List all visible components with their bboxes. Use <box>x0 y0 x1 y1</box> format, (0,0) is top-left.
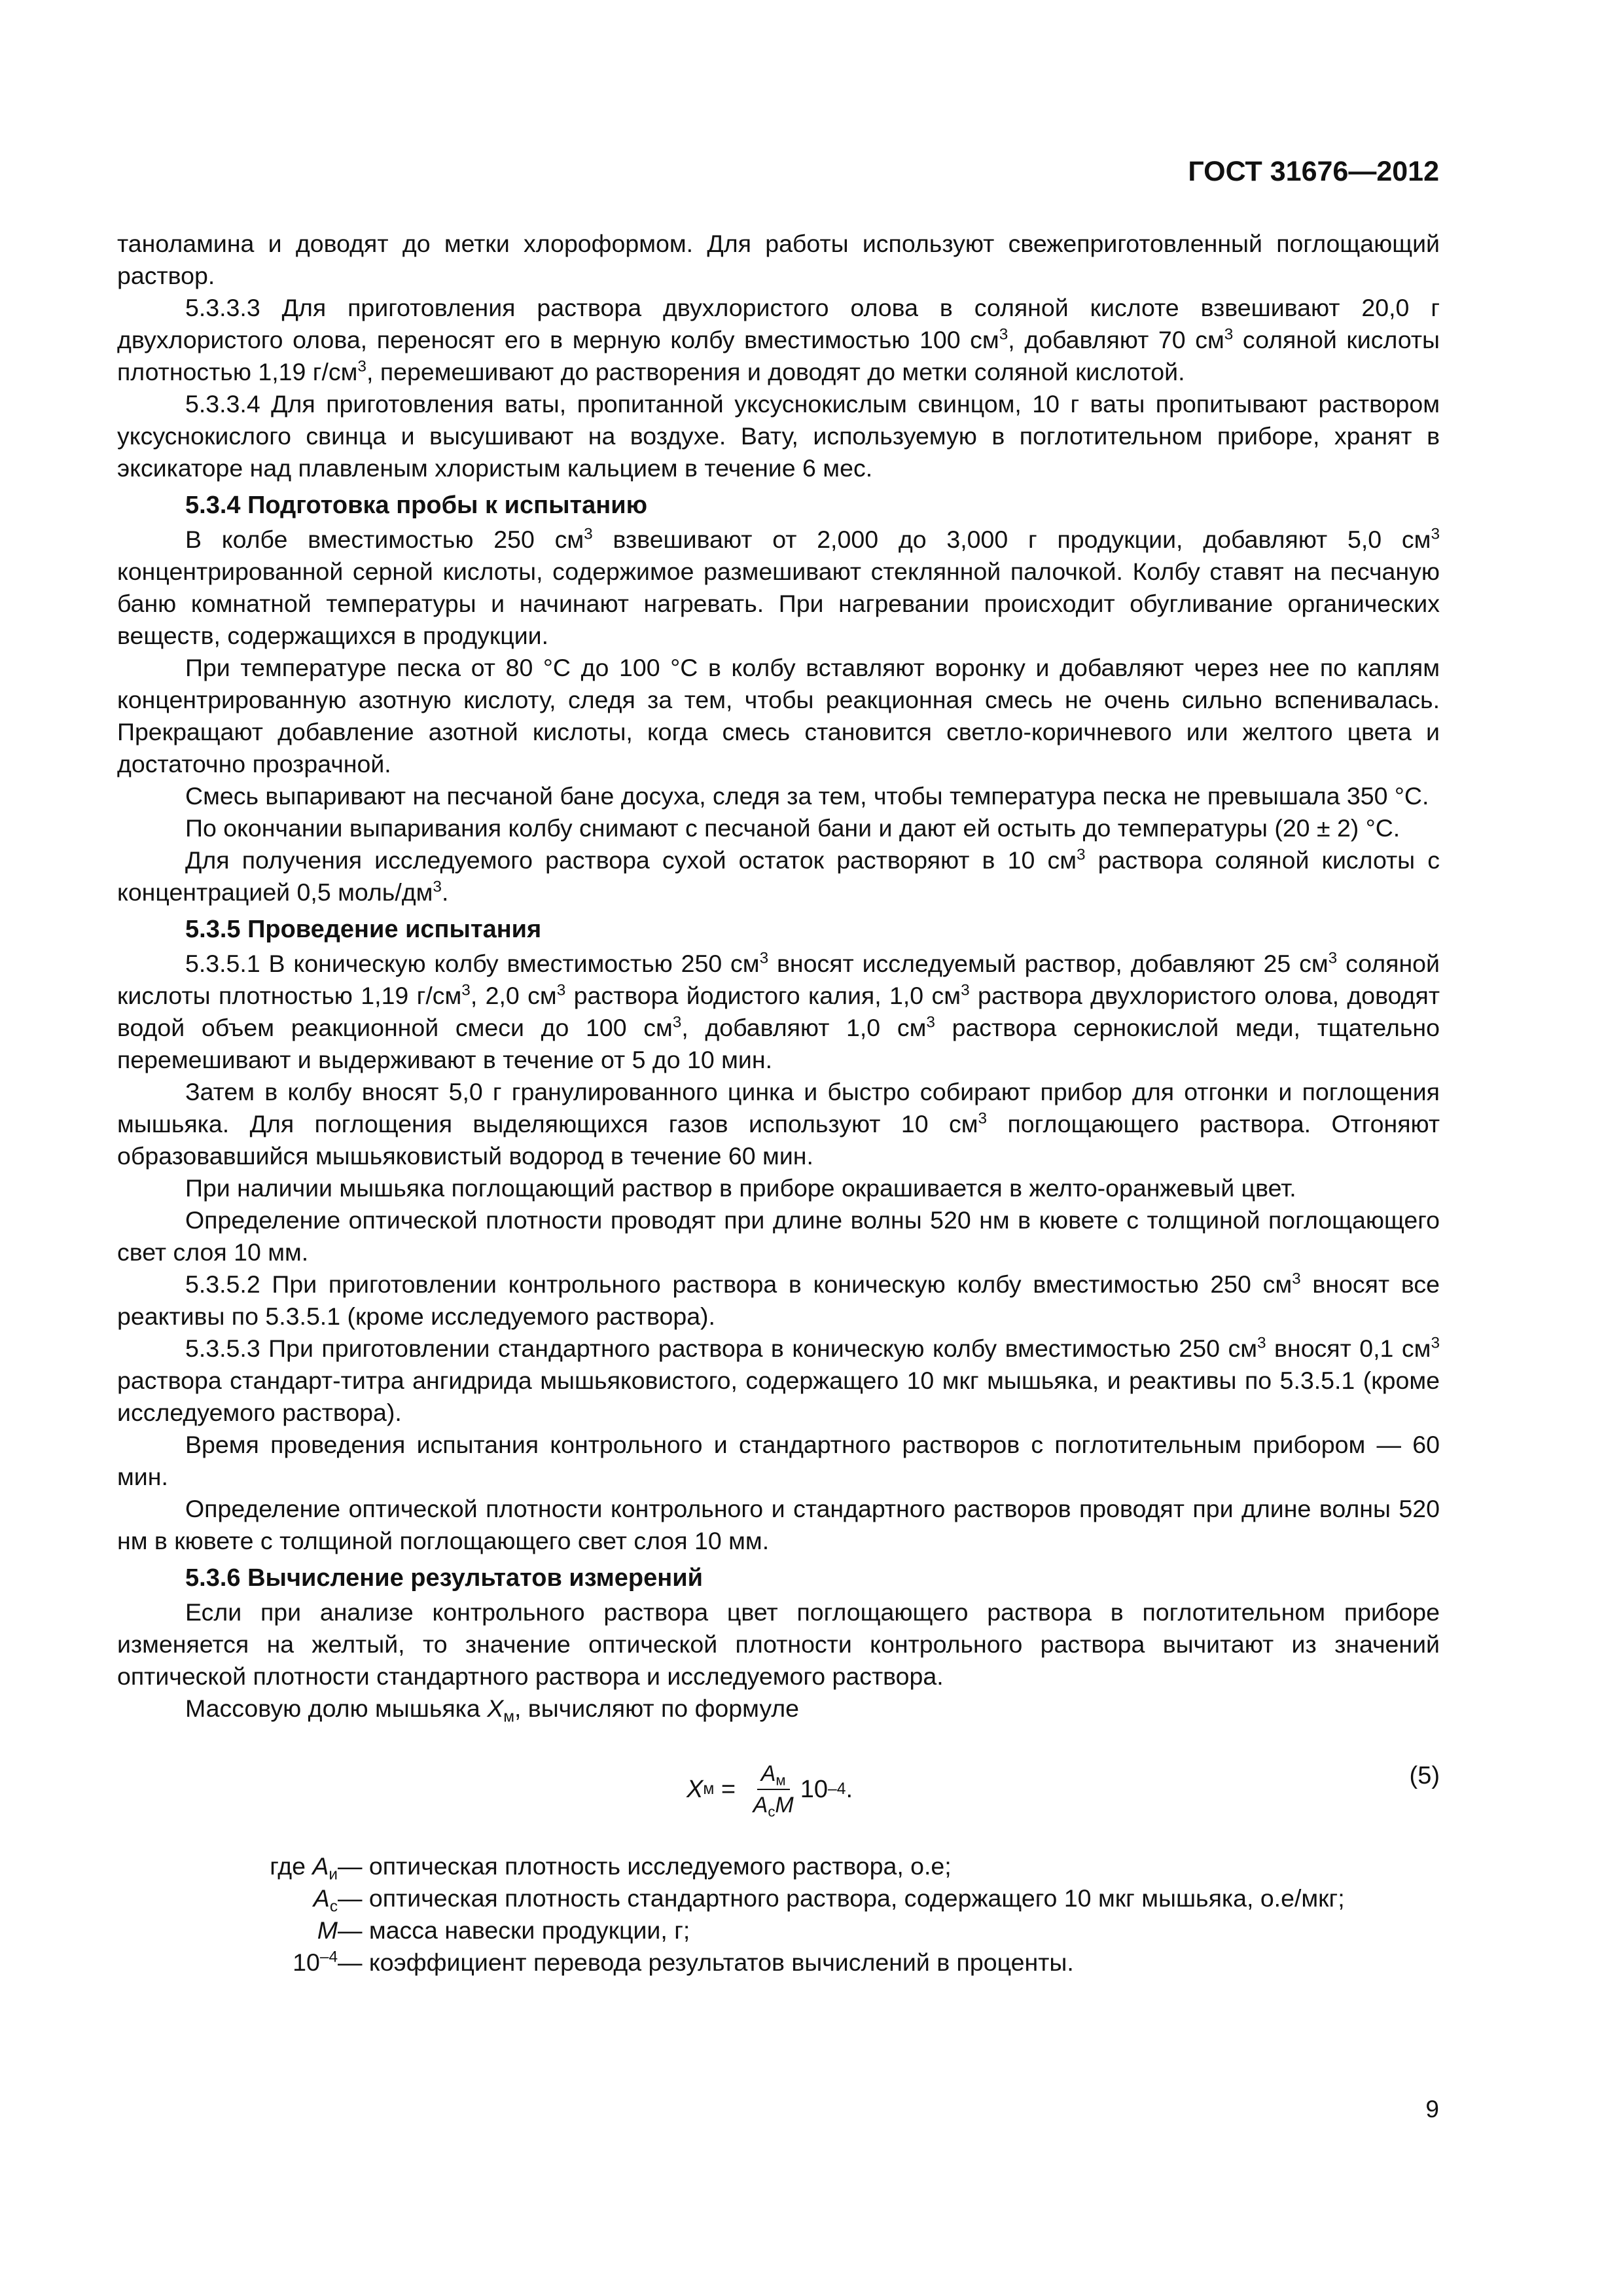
section-heading-5-3-6: 5.3.6 Вычисление результатов измерений <box>185 1564 703 1592</box>
paragraph: Смесь выпаривают на песчаной бане досуха, следя за тем, чтобы температура песка не превышала 350 °С. <box>185 782 1429 810</box>
paragraph: Если при анализе контрольного раствора цвет поглощающего раствора в поглотительном приборе изменяется на желтый, то значение оптической плотности контрольного раствора вычитают из значений оптической плотности стандартного раствора и исследуемого раствора. <box>117 1598 1440 1690</box>
paragraph: Определение оптической плотности проводят при длине волны 520 нм в кювете с толщиной поглощающего свет слоя 10 мм. <box>117 1206 1440 1266</box>
paragraph: Затем в колбу вносят 5,0 г гранулированного цинка и быстро собирают прибор для отгонки и поглощения мышьяка. Для поглощения выделяющихся газов используют 10 $см^3$ поглощающего раствора. Отгоняют образовавшийся мышьяковистый водород в течение 60 мин. <box>117 1078 1440 1170</box>
page-content <box>117 228 1440 1979</box>
paragraph-5-3-5-3: 5.3.5.3 При приготовлении стандартного раствора в коническую колбу вместимостью 250 $см^3$ вносят 0,1 $см^3$ раствора стандарт-титра ангидрида мышьяковистого, содержащего 10 мкг мышьяка, и реактивы по 5.3.5.1 (кроме исследуемого раствора). <box>117 1334 1440 1426</box>
formula: X м = $\frac{A_м}{A_сM}$ 10 –4 . <box>687 1761 853 1820</box>
formula-block <box>117 1753 1440 1839</box>
legend-item: M — масса навески продукции, г; <box>317 1916 690 1944</box>
paragraph: Для получения исследуемого раствора сухой остаток растворяют в 10 $см^3$ раствора соляной кислоты с концентрацией 0,5 моль/$дм^3$. <box>117 846 1440 906</box>
formula-legend <box>117 1850 1440 1979</box>
paragraph: Массовую долю мышьяка $X_м$, вычисляют по формуле <box>185 1695 800 1726</box>
legend-item: где $A_и$ — оптическая плотность исследуемого раствора, о.е; <box>270 1852 952 1884</box>
paragraph-5-3-3-3: 5.3.3.3 Для приготовления раствора двухлористого олова в соляной кислоте взвешивают 20,0 г двухлористого олова, переносят его в мерную колбу вместимостью 100 $см^3$, добавляют 70 $см^3$ соляной кислоты плотностью 1,19 $г/см^3$, перемешивают до растворения и доводят до метки соляной кислотой. <box>117 294 1440 386</box>
legend-item: $10^{-4}$ — коэффициент перевода результатов вычислений в проценты. <box>293 1948 1074 1976</box>
paragraph: В колбе вместимостью 250 $см^3$ взвешивают от 2,000 до 3,000 г продукции, добавляют 5,0 $см^3$ концентрированной серной кислоты, содержимое размешивают стеклянной палочкой. Колбу ставят на песчаную баню комнатной температуры и начинают нагревать. При нагревании происходит обугливание органических веществ, содержащихся в продукции. <box>117 525 1440 649</box>
paragraph: При наличии мышьяка поглощающий раствор в приборе окрашивается в желто-оранжевый цвет. <box>185 1174 1296 1202</box>
section-heading-5-3-4: 5.3.4 Подготовка пробы к испытанию <box>185 492 648 519</box>
paragraph-5-3-5-1: 5.3.5.1 В коническую колбу вместимостью 250 $см^3$ вносят исследуемый раствор, добавляют 25 $см^3$ соляной кислоты плотностью 1,19 $г/см^3$, 2,0 $см^3$ раствора йодистого калия, 1,0 $см^3$ раствора двухлористого олова, доводят водой объем реакционной смеси до 100 $см^3$, добавляют 1,0 $см^3$ раствора сернокислой меди, тщательно перемешивают и выдерживают в течение от 5 до 10 мин. <box>117 949 1440 1073</box>
paragraph-5-3-5-2: 5.3.5.2 При приготовлении контрольного раствора в коническую колбу вместимостью 250 $см^3$ вносят все реактивы по 5.3.5.1 (кроме исследуемого раствора). <box>117 1270 1440 1330</box>
paragraph: Определение оптической плотности контрольного и стандартного растворов проводят при длине волны 520 нм в кювете с толщиной поглощающего свет слоя 10 мм. <box>117 1495 1440 1554</box>
standard-code: ГОСТ 31676—2012 <box>1188 156 1439 187</box>
paragraph-5-3-3-4: 5.3.3.4 Для приготовления ваты, пропитанной уксуснокислым свинцом, 10 г ваты пропитывают раствором уксуснокислого свинца и высушивают на воздухе. Вату, используемую в поглотительном приборе, хранят в эксикаторе над плавленым хлористым кальцием в течение 6 мес. <box>117 390 1440 482</box>
paragraph: таноламина и доводят до метки хлороформом. Для работы используют свежеприготовленный поглощающий раствор. <box>117 230 1440 289</box>
paragraph: При температуре песка от 80 °С до 100 °С в колбу вставляют воронку и добавляют через нее по каплям концентрированную азотную кислоту, следя за тем, чтобы реакционная смесь не очень сильно вспенивалась. Прекращают добавление азотной кислоты, когда смесь становится светло-коричневого или желтого цвета и достаточно прозрачной. <box>117 654 1440 778</box>
formula-number: (5) <box>1409 1762 1440 1789</box>
legend-item: $A_с$ — оптическая плотность стандартного раствора, содержащего 10 мкг мышьяка, о.е/мкг; <box>313 1884 1345 1916</box>
paragraph: По окончании выпаривания колбу снимают с песчаной бани и дают ей остыть до температуры (20 ± 2) °С. <box>185 814 1400 842</box>
page-number: 9 <box>1425 2096 1439 2123</box>
paragraph: Время проведения испытания контрольного и стандартного растворов с поглотительным прибором — 60 мин. <box>117 1431 1440 1490</box>
formula-fraction: $\frac{A_м}{A_сM}$ <box>753 1761 794 1820</box>
section-heading-5-3-5: 5.3.5 Проведение испытания <box>185 916 542 943</box>
